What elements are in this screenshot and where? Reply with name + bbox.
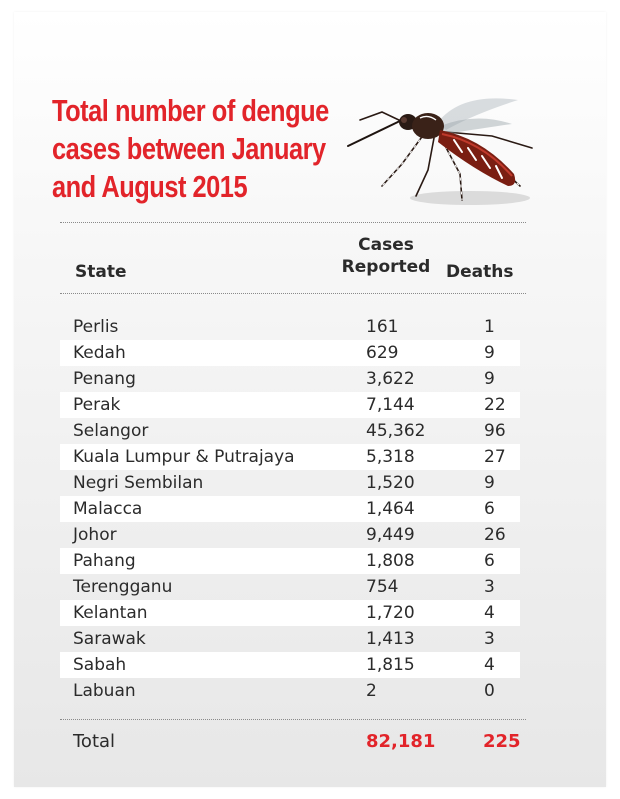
table-cell-cases: 161 <box>366 317 399 337</box>
table-cell-state: Labuan <box>73 681 136 701</box>
table-cell-state: Kedah <box>73 343 126 363</box>
table-row <box>60 314 520 340</box>
table-cell-cases: 5,318 <box>366 447 415 467</box>
table-cell-deaths: 1 <box>484 317 495 337</box>
table-cell-cases: 9,449 <box>366 525 415 545</box>
table-cell-cases: 2 <box>366 681 377 701</box>
table-cell-deaths: 4 <box>484 603 495 623</box>
header-state: State <box>75 262 127 282</box>
table-cell-cases: 1,464 <box>366 499 415 519</box>
table-cell-state: Malacca <box>73 499 143 519</box>
divider-total <box>60 719 526 720</box>
table-cell-state: Pahang <box>73 551 136 571</box>
title-line-2: cases between January <box>52 131 326 166</box>
mosquito-icon <box>342 90 542 220</box>
table-body <box>60 314 520 704</box>
table-cell-cases: 1,520 <box>366 473 415 493</box>
table-cell-deaths: 3 <box>484 629 495 649</box>
table-cell-state: Negri Sembilan <box>73 473 204 493</box>
table-row <box>60 496 520 522</box>
table-row <box>60 470 520 496</box>
header-cases-line1: Cases <box>358 235 414 255</box>
table-row <box>60 652 520 678</box>
table-cell-cases: 629 <box>366 343 399 363</box>
table-cell-deaths: 27 <box>484 447 506 467</box>
total-cases: 82,181 <box>366 731 436 752</box>
table-cell-state: Terengganu <box>73 577 173 597</box>
table-row <box>60 548 520 574</box>
table-cell-deaths: 9 <box>484 369 495 389</box>
divider-top <box>60 222 526 223</box>
title-line-1: Total number of dengue <box>52 93 329 128</box>
table-cell-deaths: 6 <box>484 499 495 519</box>
table-row <box>60 392 520 418</box>
table-row <box>60 678 520 704</box>
table-cell-state: Sabah <box>73 655 127 675</box>
table-row <box>60 418 520 444</box>
table-cell-deaths: 9 <box>484 343 495 363</box>
table-cell-deaths: 0 <box>484 681 495 701</box>
table-row <box>60 626 520 652</box>
table-cell-deaths: 9 <box>484 473 495 493</box>
table-cell-cases: 1,808 <box>366 551 415 571</box>
header-cases-reported <box>335 234 437 278</box>
table-cell-deaths: 22 <box>484 395 506 415</box>
table-cell-state: Kuala Lumpur & Putrajaya <box>73 447 295 467</box>
table-cell-deaths: 96 <box>484 421 506 441</box>
table-cell-state: Selangor <box>73 421 149 441</box>
header-cases-line2: Reported <box>341 257 431 277</box>
table-cell-cases: 754 <box>366 577 399 597</box>
table-cell-cases: 1,720 <box>366 603 415 623</box>
table-cell-state: Sarawak <box>73 629 146 649</box>
table-cell-state: Penang <box>73 369 136 389</box>
chart-title <box>52 92 372 206</box>
table-cell-state: Kelantan <box>73 603 148 623</box>
title-line-3: and August 2015 <box>52 169 248 204</box>
table-row <box>60 340 520 366</box>
table-cell-cases: 3,622 <box>366 369 415 389</box>
total-label: Total <box>73 731 116 752</box>
table-cell-cases: 45,362 <box>366 421 426 441</box>
table-cell-deaths: 4 <box>484 655 495 675</box>
table-cell-deaths: 6 <box>484 551 495 571</box>
table-cell-deaths: 26 <box>484 525 506 545</box>
table-cell-cases: 7,144 <box>366 395 415 415</box>
table-row <box>60 600 520 626</box>
total-deaths: 225 <box>483 731 521 752</box>
table-cell-deaths: 3 <box>484 577 495 597</box>
table-row <box>60 444 520 470</box>
table-cell-state: Johor <box>73 525 117 545</box>
header-deaths: Deaths <box>446 262 514 282</box>
table-row <box>60 522 520 548</box>
divider-header <box>60 293 526 294</box>
table-cell-cases: 1,413 <box>366 629 415 649</box>
table-row <box>60 574 520 600</box>
table-row <box>60 366 520 392</box>
table-cell-state: Perak <box>73 395 121 415</box>
table-cell-state: Perlis <box>73 317 119 337</box>
table-cell-cases: 1,815 <box>366 655 415 675</box>
